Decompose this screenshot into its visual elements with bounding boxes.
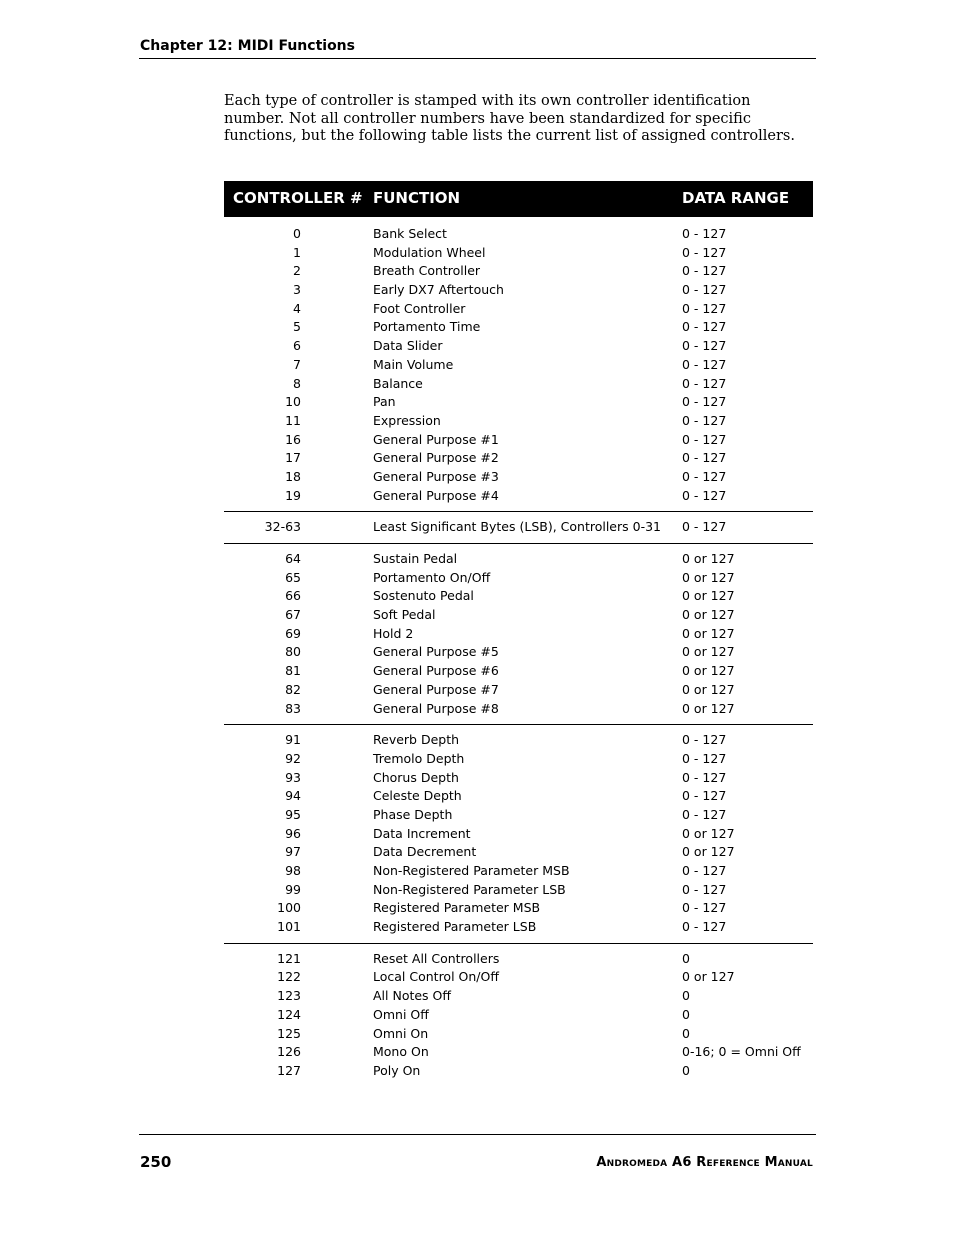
function-name: Sostenuto Pedal <box>373 588 474 604</box>
table-row-group <box>224 217 813 511</box>
function-name: General Purpose #3 <box>373 468 499 484</box>
function-name: General Purpose #2 <box>373 450 499 466</box>
data-range: 0 or 127 <box>682 625 735 641</box>
function-name: All Notes Off <box>373 988 451 1004</box>
function-name: Omni On <box>373 1025 429 1041</box>
controller-number: 127 <box>277 1062 301 1078</box>
controller-number: 8 <box>293 375 301 391</box>
function-name: Early DX7 Aftertouch <box>373 282 504 298</box>
controller-number: 4 <box>293 300 301 316</box>
controller-number: 101 <box>277 919 301 935</box>
table-row <box>224 550 813 569</box>
function-name: Portamento Time <box>373 319 481 335</box>
controller-number: 18 <box>285 468 301 484</box>
controller-table <box>224 181 813 1087</box>
data-range: 0 or 127 <box>682 588 735 604</box>
controller-number: 6 <box>293 338 301 354</box>
controller-number: 11 <box>285 412 301 428</box>
table-row <box>224 1043 813 1062</box>
table-row <box>224 731 813 750</box>
function-name: General Purpose #6 <box>373 663 499 679</box>
controller-number: 83 <box>285 700 301 716</box>
data-range: 0 or 127 <box>682 569 735 585</box>
data-range: 0 - 127 <box>682 319 727 335</box>
table-row <box>224 281 813 300</box>
data-range: 0 or 127 <box>682 825 735 841</box>
function-name: Expression <box>373 412 441 428</box>
controller-number: 64 <box>285 551 301 566</box>
table-row <box>224 918 813 937</box>
header-controller: CONTROLLER # <box>233 189 363 207</box>
function-name: Reverb Depth <box>373 732 460 748</box>
table-row <box>224 1062 813 1081</box>
function-name: Phase Depth <box>373 806 453 822</box>
function-name: Chorus Depth <box>373 769 459 785</box>
data-range: 0 <box>682 950 690 966</box>
controller-number: 121 <box>277 950 301 966</box>
data-range: 0 - 127 <box>682 263 727 279</box>
table-row <box>224 225 813 244</box>
data-range: 0 - 127 <box>682 450 727 466</box>
table-row-group <box>224 724 813 943</box>
function-name: General Purpose #7 <box>373 681 499 697</box>
data-range: 0 - 127 <box>682 244 727 260</box>
manual-title: Andromeda A6 Reference Manual <box>596 1155 813 1170</box>
controller-number: 122 <box>277 969 301 985</box>
controller-number: 93 <box>285 769 301 785</box>
data-range: 0 or 127 <box>682 607 735 623</box>
data-range: 0 - 127 <box>682 412 727 428</box>
data-range: 0 - 127 <box>682 356 727 372</box>
controller-number: 16 <box>285 431 301 447</box>
controller-number: 91 <box>285 732 301 748</box>
function-name: Balance <box>373 375 423 391</box>
function-name: Modulation Wheel <box>373 244 486 260</box>
controller-number: 92 <box>285 750 301 766</box>
function-name: General Purpose #1 <box>373 431 499 447</box>
table-row <box>224 487 813 506</box>
data-range: 0 or 127 <box>682 700 735 716</box>
controller-number: 96 <box>285 825 301 841</box>
controller-number: 98 <box>285 863 301 878</box>
table-header <box>224 181 813 217</box>
data-range: 0 - 127 <box>682 806 727 822</box>
controller-number: 81 <box>285 663 301 679</box>
table-row <box>224 806 813 825</box>
table-row <box>224 681 813 700</box>
table-row <box>224 393 813 412</box>
data-range: 0 - 127 <box>682 300 727 316</box>
function-name: Sustain Pedal <box>373 551 458 566</box>
chapter-title: Chapter 12: MIDI Functions <box>140 38 355 54</box>
data-range: 0 <box>682 1025 690 1041</box>
function-name: Mono On <box>373 1044 429 1060</box>
function-name: General Purpose #4 <box>373 487 499 503</box>
table-row <box>224 569 813 588</box>
controller-number: 19 <box>285 487 301 503</box>
controller-number: 17 <box>285 450 301 466</box>
function-name: Tremolo Depth <box>373 750 465 766</box>
data-range: 0-16; 0 = Omni Off <box>682 1044 801 1060</box>
table-row <box>224 662 813 681</box>
controller-number: 95 <box>285 806 301 822</box>
data-range: 0 - 127 <box>682 769 727 785</box>
table-row <box>224 300 813 319</box>
function-name: Portamento On/Off <box>373 569 491 585</box>
intro-paragraph: Each type of controller is stamped with its own controller identification number. Not all controller numbers have been standardized for specific functions, but the following table lists the current list of assigned controllers. <box>224 93 795 144</box>
data-range: 0 - 127 <box>682 431 727 447</box>
table-row <box>224 987 813 1006</box>
data-range: 0 - 127 <box>682 732 727 748</box>
function-name: Soft Pedal <box>373 607 436 623</box>
controller-number: 65 <box>285 569 301 585</box>
table-body <box>224 217 813 1087</box>
table-row <box>224 412 813 431</box>
table-row <box>224 769 813 788</box>
data-range: 0 - 127 <box>682 282 727 298</box>
function-name: Local Control On/Off <box>373 969 499 985</box>
table-row <box>224 244 813 263</box>
controller-number: 125 <box>277 1025 301 1041</box>
data-range: 0 - 127 <box>682 919 727 935</box>
table-row-group <box>224 943 813 1087</box>
data-range: 0 or 127 <box>682 663 735 679</box>
table-row <box>224 787 813 806</box>
function-name: Breath Controller <box>373 263 481 279</box>
data-range: 0 - 127 <box>682 394 727 410</box>
controller-number: 123 <box>277 988 301 1004</box>
function-name: Bank Select <box>373 226 447 241</box>
table-row <box>224 1006 813 1025</box>
controller-number: 1 <box>293 244 301 260</box>
table-row <box>224 899 813 918</box>
data-range: 0 - 127 <box>682 338 727 354</box>
table-row <box>224 587 813 606</box>
function-name: Registered Parameter LSB <box>373 919 537 935</box>
data-range: 0 or 127 <box>682 844 735 860</box>
function-name: Poly On <box>373 1062 421 1078</box>
controller-number: 124 <box>277 1006 301 1022</box>
page-footer <box>139 1134 816 1175</box>
page-number: 250 <box>140 1153 172 1171</box>
table-row <box>224 356 813 375</box>
function-name: Least Significant Bytes (LSB), Controllers 0-31 <box>373 519 661 535</box>
table-row <box>224 643 813 662</box>
function-name: Registered Parameter MSB <box>373 900 541 916</box>
table-row <box>224 262 813 281</box>
table-row <box>224 468 813 487</box>
table-row <box>224 1025 813 1044</box>
function-name: Non-Registered Parameter MSB <box>373 863 570 878</box>
controller-number: 82 <box>285 681 301 697</box>
controller-number: 69 <box>285 625 301 641</box>
table-row <box>224 337 813 356</box>
controller-number: 3 <box>293 282 301 298</box>
function-name: Celeste Depth <box>373 788 462 804</box>
controller-number: 0 <box>293 226 301 241</box>
controller-number: 66 <box>285 588 301 604</box>
function-name: Omni Off <box>373 1006 429 1022</box>
data-range: 0 <box>682 988 690 1004</box>
table-row <box>224 518 813 537</box>
data-range: 0 - 127 <box>682 900 727 916</box>
data-range: 0 - 127 <box>682 863 727 878</box>
data-range: 0 - 127 <box>682 750 727 766</box>
table-row <box>224 968 813 987</box>
table-row-group <box>224 543 813 724</box>
data-range: 0 - 127 <box>682 788 727 804</box>
function-name: Pan <box>373 394 396 410</box>
table-row <box>224 375 813 394</box>
data-range: 0 or 127 <box>682 681 735 697</box>
controller-number: 10 <box>285 394 301 410</box>
controller-number: 7 <box>293 356 301 372</box>
table-row <box>224 449 813 468</box>
function-name: Data Decrement <box>373 844 477 860</box>
controller-number: 5 <box>293 319 301 335</box>
function-name: Hold 2 <box>373 625 414 641</box>
table-row <box>224 606 813 625</box>
table-row-group <box>224 511 813 543</box>
function-name: Reset All Controllers <box>373 950 500 966</box>
data-range: 0 - 127 <box>682 468 727 484</box>
data-range: 0 or 127 <box>682 969 735 985</box>
data-range: 0 <box>682 1062 690 1078</box>
function-name: General Purpose #8 <box>373 700 499 716</box>
table-row <box>224 625 813 644</box>
data-range: 0 - 127 <box>682 226 727 241</box>
function-name: Data Slider <box>373 338 443 354</box>
table-row <box>224 843 813 862</box>
controller-number: 80 <box>285 644 301 660</box>
table-row <box>224 825 813 844</box>
data-range: 0 or 127 <box>682 644 735 660</box>
function-name: Foot Controller <box>373 300 466 316</box>
table-row <box>224 750 813 769</box>
table-row <box>224 318 813 337</box>
controller-number: 100 <box>277 900 301 916</box>
table-row <box>224 881 813 900</box>
data-range: 0 - 127 <box>682 881 727 897</box>
data-range: 0 - 127 <box>682 519 727 535</box>
header-data-range: DATA RANGE <box>682 189 790 207</box>
function-name: Main Volume <box>373 356 454 372</box>
data-range: 0 or 127 <box>682 551 735 566</box>
controller-number: 32-63 <box>264 519 301 535</box>
function-name: General Purpose #5 <box>373 644 499 660</box>
controller-number: 2 <box>293 263 301 279</box>
header-function: FUNCTION <box>373 189 461 207</box>
function-name: Data Increment <box>373 825 471 841</box>
controller-number: 67 <box>285 607 301 623</box>
controller-number: 99 <box>285 881 301 897</box>
controller-number: 126 <box>277 1044 301 1060</box>
data-range: 0 - 127 <box>682 375 727 391</box>
page-header <box>139 38 816 59</box>
table-row <box>224 431 813 450</box>
data-range: 0 <box>682 1006 690 1022</box>
controller-number: 97 <box>285 844 301 860</box>
data-range: 0 - 127 <box>682 487 727 503</box>
controller-number: 94 <box>285 788 301 804</box>
table-row <box>224 950 813 969</box>
function-name: Non-Registered Parameter LSB <box>373 881 566 897</box>
table-row <box>224 700 813 719</box>
table-row <box>224 862 813 881</box>
